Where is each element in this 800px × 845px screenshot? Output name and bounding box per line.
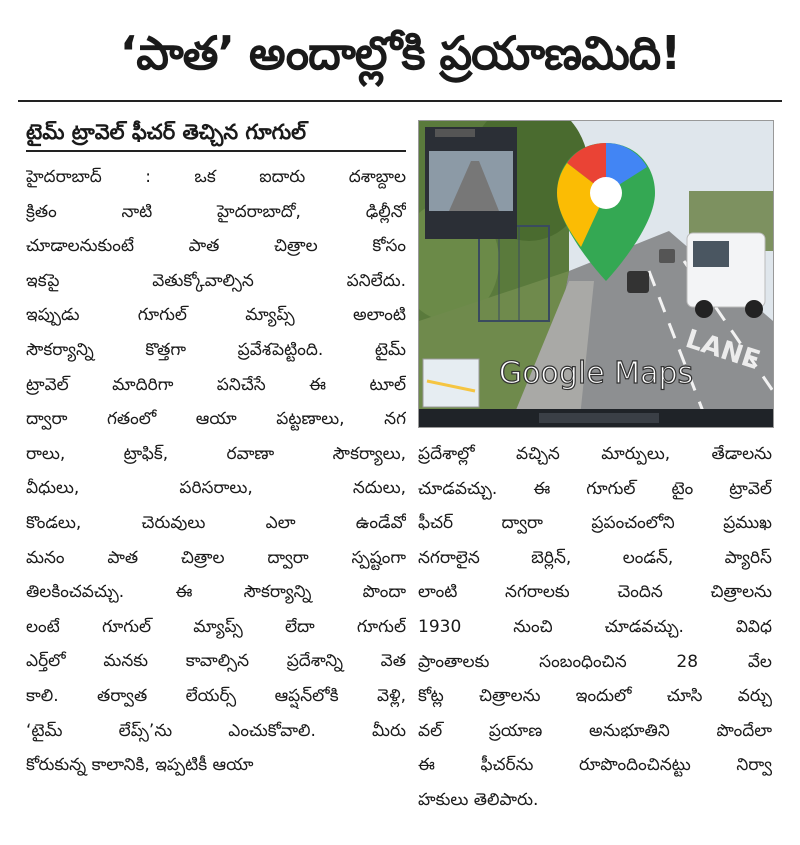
body-line: తిలకించవచ్చు. ఈ సౌకర్యాన్ని పొందా (26, 582, 406, 603)
body-line: ప్రాంతాలకు సంబంధించిన 28 వేల (418, 651, 772, 672)
body-line: 1930 నుంచి చూడవచ్చు. వివిధ (418, 616, 772, 637)
body-line: కొండలు, చెరువులు ఎలా ఉండేవో (26, 512, 406, 533)
body-line: హైదరాబాద్ : ఒక ఐదారు దశాబ్దాల (26, 167, 406, 187)
body-line: మనం పాత చిత్రాల ద్వారా స్పష్టంగా (26, 547, 406, 568)
body-line: కాలి. తర్వాత లేయర్స్ ఆప్షన్‌లోకి వెళ్లి, (26, 685, 406, 706)
body-line: ఈ ఫీచర్‌ను రూపొందించినట్టు నిర్వా (418, 755, 772, 776)
body-line: సౌకర్యాన్ని కొత్తగా ప్రవేశపెట్టింది. టైమ్ (26, 339, 406, 360)
body-line: వీధులు, పరిసరాలు, నదులు, (26, 478, 406, 499)
google-maps-overlay-text: Google Maps (498, 356, 694, 391)
body-line: రాలు, ట్రాఫిక్, రవాణా సౌకర్యాలు, (26, 443, 406, 464)
body-line: చూడవచ్చు. ఈ గూగుల్ టైం ట్రావెల్ (418, 478, 772, 499)
body-line: వల్ ప్రయాణ అనుభూతిని పొందేలా (418, 720, 772, 741)
article-body-left (26, 160, 406, 783)
body-line: ద్వారా గతంలో ఆయా పట్టణాలు, నగ (26, 409, 406, 430)
body-line: హకులు తెలిపారు. (418, 789, 539, 810)
body-line: నగరాలైన బెర్లిన్, లండన్, ప్యారిస్ (418, 547, 772, 568)
body-line: ట్రావెల్ మాదిరిగా పనిచేసే ఈ టూల్ (26, 374, 406, 395)
body-line: లంటే గూగుల్ మ్యాప్స్ లేదా గూగుల్ (26, 616, 406, 637)
body-line: చూడాలనుకుంటే పాత చిత్రాల కోసం (26, 236, 406, 257)
body-line: ఎర్త్‌లో మనకు కావాల్సిన ప్రదేశాన్ని వెత (26, 651, 406, 672)
headline: ‘పాత’ అందాల్లోకి ప్రయాణమిది! (119, 26, 681, 80)
subheadline: టైమ్ ట్రావెల్ ఫీచర్ తెచ్చిన గూగుల్ (26, 114, 406, 152)
street-view-photo (418, 120, 774, 428)
street-scene-illustration (419, 121, 773, 427)
road-marking-text: LANE (681, 324, 764, 377)
body-line: క్రితం నాటి హైదరాబాదో, ఢిల్లీనో (26, 201, 406, 222)
body-line: ప్రదేశాల్లో వచ్చిన మార్పులు, తేడాలను (418, 444, 772, 464)
body-line: ‘టైమ్ లేప్స్’ను ఎంచుకోవాలి. మీరు (26, 720, 406, 741)
body-line: కోట్ల చిత్రాలను ఇందులో చూసి వర్చు (418, 686, 772, 707)
article-body-right (418, 437, 772, 818)
body-line: కోరుకున్న కాలానికి, ఇప్పటికీ ఆయా (26, 755, 254, 776)
body-line: ఇప్పుడు గూగుల్ మ్యాప్స్ అలాంటి (26, 305, 406, 326)
body-line: ఇకపై వెతుక్కోవాల్సిన పనిలేదు. (26, 270, 406, 291)
headline-rule (18, 100, 782, 102)
body-line: ఫీచర్ ద్వారా ప్రపంచంలోని ప్రముఖ (418, 513, 772, 534)
body-line: లాంటి నగరాలకు చెందిన చిత్రాలను (418, 582, 772, 603)
